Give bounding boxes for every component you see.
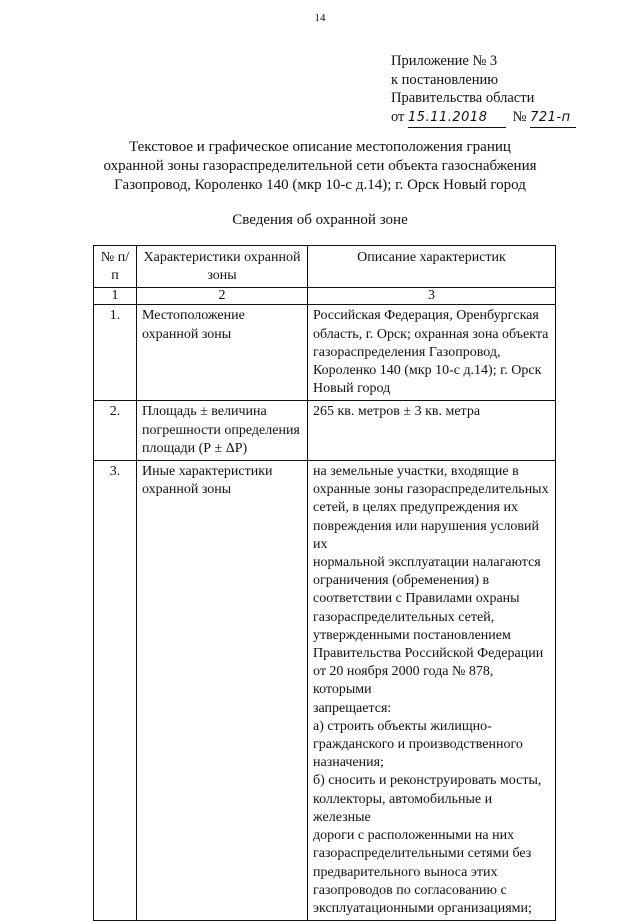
description-line: назначения; — [313, 755, 384, 771]
description-line: Правительства Российской Федерации — [313, 646, 544, 662]
handwritten-date: 15.11.2018 — [408, 109, 488, 125]
title-line-1: Текстовое и графическое описание местоположения границ — [129, 139, 511, 155]
table-row — [94, 461, 556, 921]
date-prefix: от — [391, 108, 405, 125]
description-line: повреждения или нарушения условий их — [313, 518, 539, 552]
description-line: газораспределительными сетями без — [313, 846, 532, 862]
column-number: 3 — [308, 288, 556, 305]
row-number: 2. — [94, 401, 137, 461]
header-characteristic: Характеристики охранной зоны — [137, 246, 308, 288]
table-row — [94, 305, 556, 401]
row-description: Российская Федерация, Оренбургская область, г. Орск; охранная зона объекта газораспределения Газопровод, Короленко 140 (мкр 10-с д.14); г. Орск Новый город — [308, 305, 556, 401]
column-number-row — [94, 288, 556, 305]
row-characteristic: Местоположение охранной зоны — [137, 305, 308, 401]
table-row — [94, 401, 556, 461]
description-line: на земельные участки, входящие в — [313, 464, 519, 480]
protected-zone-table — [93, 245, 556, 921]
description-line: а) строить объекты жилищно- — [313, 718, 492, 734]
section-subtitle: Сведения об охранной зоне — [232, 212, 408, 228]
row-number: 3. — [94, 461, 137, 921]
description-line: б) сносить и реконструировать мосты, — [313, 773, 542, 789]
row-characteristic: Площадь ± величина погрешности определения площади (Р ± ΔР) — [137, 401, 308, 461]
appendix-ref: к постановлению — [391, 71, 499, 88]
row-characteristic: Иные характеристики охранной зоны — [137, 461, 308, 921]
description-line: предварительного выноса этих — [313, 864, 498, 880]
description-line: дороги с расположенными на них — [313, 828, 515, 844]
description-line: сетей, в целях предупреждения их — [313, 500, 518, 516]
title-line-3: Газопровод, Короленко 140 (мкр 10-с д.14); г. Орск Новый город — [114, 177, 526, 193]
description-line: ограничения (обременения) в — [313, 573, 490, 589]
document-title — [0, 138, 640, 195]
appendix-date-line — [391, 108, 576, 129]
row-description — [308, 461, 556, 921]
description-line: гражданского и производственного — [313, 737, 523, 753]
description-line: коллекторы, автомобильные и железные — [313, 791, 493, 825]
description-line: охранные зоны газораспределительных — [313, 482, 549, 498]
description-line: газораспределительных сетей, — [313, 609, 495, 625]
description-line: газопроводов по согласованию с — [313, 882, 507, 898]
appendix-block — [391, 52, 576, 128]
row-number: 1. — [94, 305, 137, 401]
header-description: Описание характеристик — [308, 246, 556, 288]
row-description: 265 кв. метров ± 3 кв. метра — [308, 401, 556, 461]
page-number: 14 — [314, 12, 326, 24]
description-line: нормальной эксплуатации налагаются — [313, 555, 541, 571]
appendix-authority: Правительства области — [391, 90, 535, 106]
title-line-2: охранной зоны газораспределительной сети объекта газоснабжения — [103, 158, 537, 174]
column-number: 2 — [137, 288, 308, 305]
description-line: эксплуатационными организациями; — [313, 900, 532, 916]
handwritten-number: 721-п — [530, 109, 571, 125]
description-line: соответствии с Правилами охраны — [313, 591, 520, 607]
description-line: запрещается: — [313, 700, 392, 716]
header-number: № п/п — [94, 246, 137, 288]
description-line: от 20 ноября 2000 года № 878, которыми — [313, 664, 494, 698]
description-line: утвержденными постановлением — [313, 627, 511, 643]
appendix-title: Приложение № 3 — [391, 53, 498, 69]
table-header-row — [94, 246, 556, 288]
column-number: 1 — [94, 288, 137, 305]
number-prefix: № — [512, 108, 527, 125]
